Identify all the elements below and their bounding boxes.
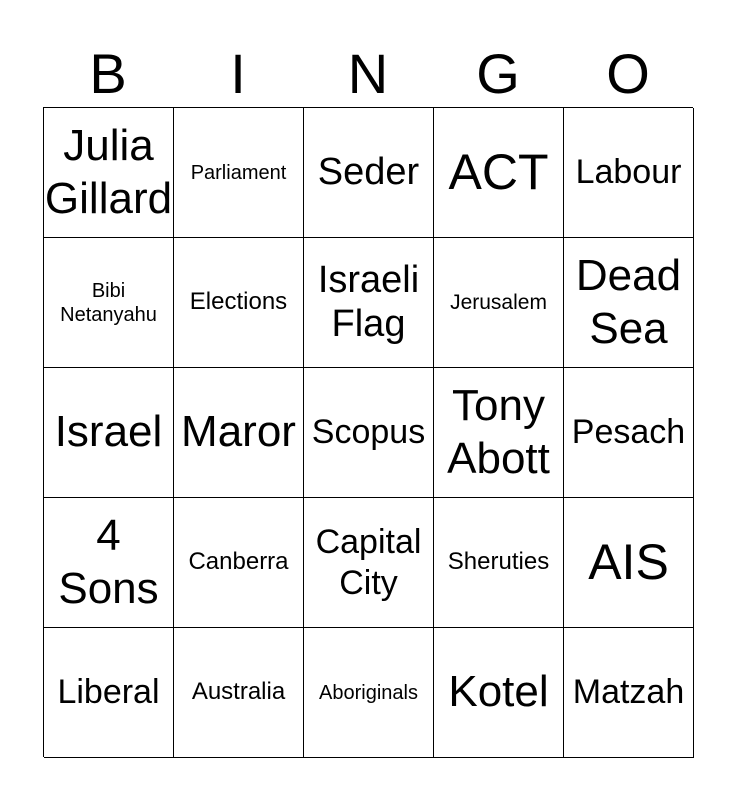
bingo-cell[interactable]: Scopus <box>304 368 434 498</box>
header-letter-n: N <box>347 42 389 105</box>
bingo-cell[interactable]: Bibi Netanyahu <box>44 238 174 368</box>
bingo-cell[interactable]: Maror <box>174 368 304 498</box>
bingo-cell[interactable]: Canberra <box>174 498 304 628</box>
bingo-cell[interactable]: AIS <box>564 498 694 628</box>
bingo-cell[interactable]: Israeli Flag <box>304 238 434 368</box>
bingo-cell[interactable]: Liberal <box>44 628 174 758</box>
bingo-cell[interactable]: Kotel <box>434 628 564 758</box>
bingo-cell[interactable]: Seder <box>304 108 434 238</box>
bingo-cell[interactable]: Labour <box>564 108 694 238</box>
header-letter-b: B <box>89 42 127 105</box>
bingo-cell[interactable]: Jerusalem <box>434 238 564 368</box>
bingo-cell[interactable]: Sheruties <box>434 498 564 628</box>
header-letter-o: O <box>606 42 650 105</box>
bingo-cell[interactable]: Julia Gillard <box>44 108 174 238</box>
bingo-cell[interactable]: ACT <box>434 108 564 238</box>
bingo-cell[interactable]: Matzah <box>564 628 694 758</box>
bingo-cell[interactable]: Pesach <box>564 368 694 498</box>
bingo-cell[interactable]: Elections <box>174 238 304 368</box>
bingo-cell[interactable]: Capital City <box>304 498 434 628</box>
bingo-cell[interactable]: Australia <box>174 628 304 758</box>
bingo-cell[interactable]: Dead Sea <box>564 238 694 368</box>
bingo-grid <box>43 107 693 757</box>
header-letter-g: G <box>476 42 520 105</box>
header-letter-i: I <box>230 42 246 105</box>
bingo-cell[interactable]: Parliament <box>174 108 304 238</box>
bingo-cell[interactable]: Aboriginals <box>304 628 434 758</box>
bingo-cell[interactable]: Tony Abott <box>434 368 564 498</box>
bingo-header <box>43 40 693 108</box>
bingo-cell[interactable]: Israel <box>44 368 174 498</box>
bingo-cell[interactable]: 4 Sons <box>44 498 174 628</box>
